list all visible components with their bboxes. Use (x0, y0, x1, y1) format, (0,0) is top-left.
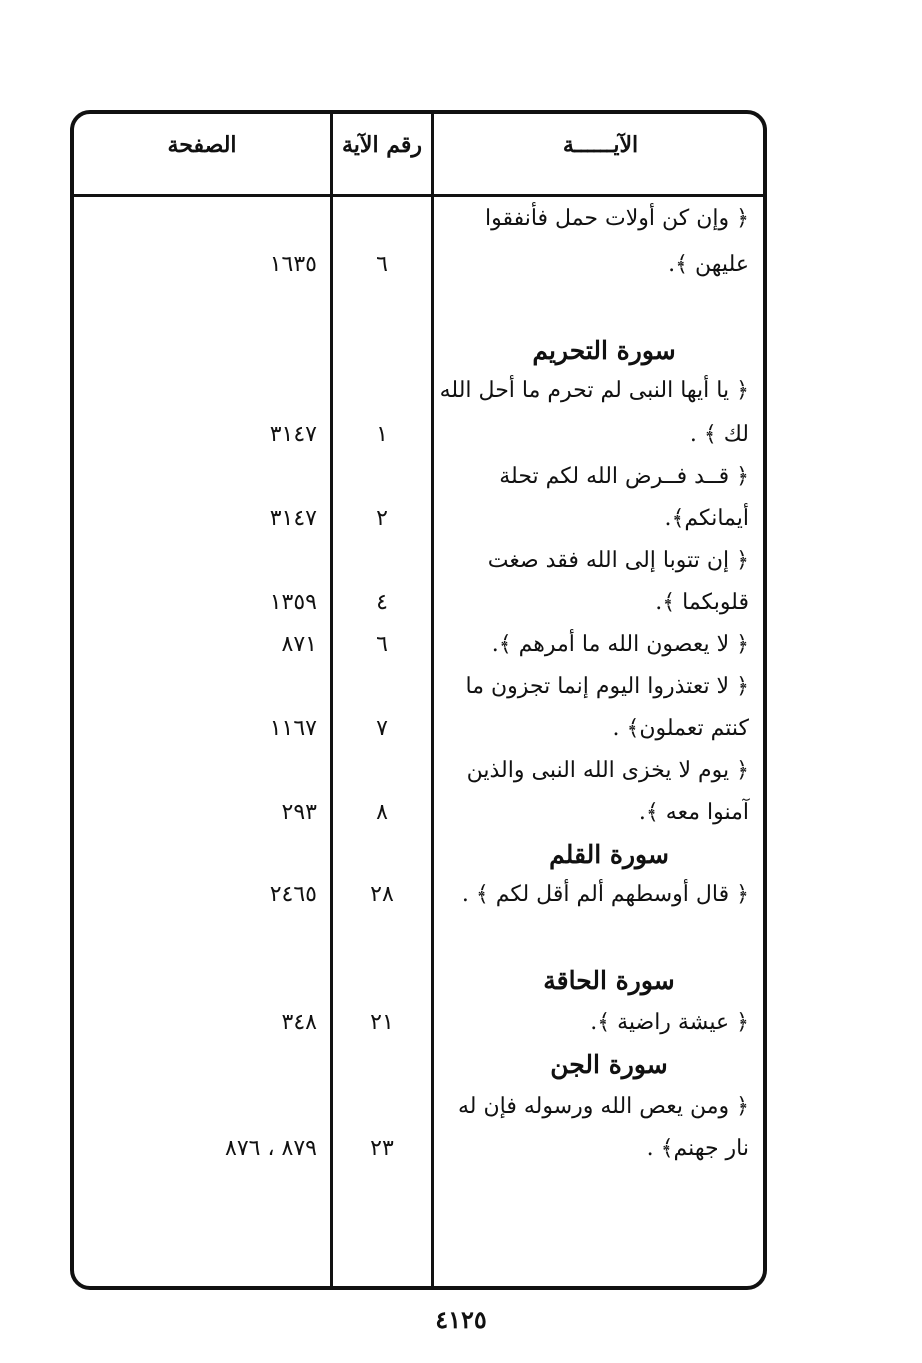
ayah-line: ﴿ عيشة راضية ﴾. (590, 1010, 749, 1035)
ayah-line: كنتم تعملون﴾ . (612, 716, 749, 741)
ayah-number: ١ (376, 422, 388, 447)
ayah-line: آمنوا معه ﴾. (638, 800, 749, 825)
ayah-line: ﴿ يا أيها النبى لم تحرم ما أحل الله (439, 378, 749, 403)
ayah-line: ﴿ وإن كن أولات حمل فأنفقوا (484, 206, 749, 231)
ayah-line: أيمانكم﴾. (664, 506, 749, 531)
ayah-line: ﴿ قــد فــرض الله لكم تحلة (499, 464, 749, 489)
header-divider (74, 194, 763, 197)
page-number: ٤١٢٥ (435, 1305, 487, 1334)
page-ref: ١٦٣٥ (269, 252, 317, 277)
ayah-line: ﴿ يوم لا يخزى الله النبى والذين (466, 758, 749, 783)
page-ref: ٨٧١ (281, 632, 317, 657)
ayah-line: ﴿ لا تعتذروا اليوم إنما تجزون ما (465, 674, 749, 699)
page-ref: ١١٦٧ (269, 716, 317, 741)
ayah-line: نار جهنم﴾ . (646, 1136, 749, 1161)
surah-heading: سورة الجن (550, 1050, 668, 1079)
ayah-line: ﴿ قال أوسطهم ألم أقل لكم ﴾ . (461, 882, 749, 907)
ayah-number: ٢١ (370, 1010, 394, 1035)
ayah-number: ٦ (376, 252, 388, 277)
page-ref: ٣١٤٧ (269, 506, 317, 531)
surah-heading: سورة التحريم (532, 336, 676, 365)
surah-heading: سورة القلم (549, 840, 669, 869)
ayah-number: ٢ (376, 506, 388, 531)
header-ayah-number: رقم الآية (341, 132, 423, 158)
ayah-number: ٤ (376, 590, 388, 615)
ayah-line: ﴿ لا يعصون الله ما أمرهم ﴾. (491, 632, 749, 657)
ayah-line: لك ﴾ . (689, 422, 749, 447)
page-ref: ٨٧٩ ، ٨٧٦ (225, 1136, 317, 1161)
page-ref: ١٣٥٩ (269, 590, 317, 615)
ayah-number: ٢٨ (370, 882, 394, 907)
page-ref: ٢٩٣ (281, 800, 317, 825)
column-divider-number (431, 114, 434, 1286)
ayah-line: قلوبكما ﴾. (655, 590, 749, 615)
index-table-frame (70, 110, 767, 1290)
ayah-number: ٦ (376, 632, 388, 657)
column-divider-page (330, 114, 333, 1286)
page-ref: ٣١٤٧ (269, 422, 317, 447)
header-page: الصفحة (167, 132, 237, 158)
surah-heading: سورة الحاقة (543, 966, 675, 995)
ayah-line: عليهن ﴾. (668, 252, 749, 277)
ayah-line: ﴿ إن تتوبا إلى الله فقد صغت (487, 548, 749, 573)
page-ref: ٣٤٨ (281, 1010, 317, 1035)
ayah-number: ٢٣ (370, 1136, 394, 1161)
header-ayah: الآيــــــة (562, 132, 639, 158)
ayah-number: ٨ (376, 800, 388, 825)
page-ref: ٢٤٦٥ (269, 882, 317, 907)
ayah-number: ٧ (376, 716, 388, 741)
ayah-line: ﴿ ومن يعص الله ورسوله فإن له (457, 1094, 749, 1119)
